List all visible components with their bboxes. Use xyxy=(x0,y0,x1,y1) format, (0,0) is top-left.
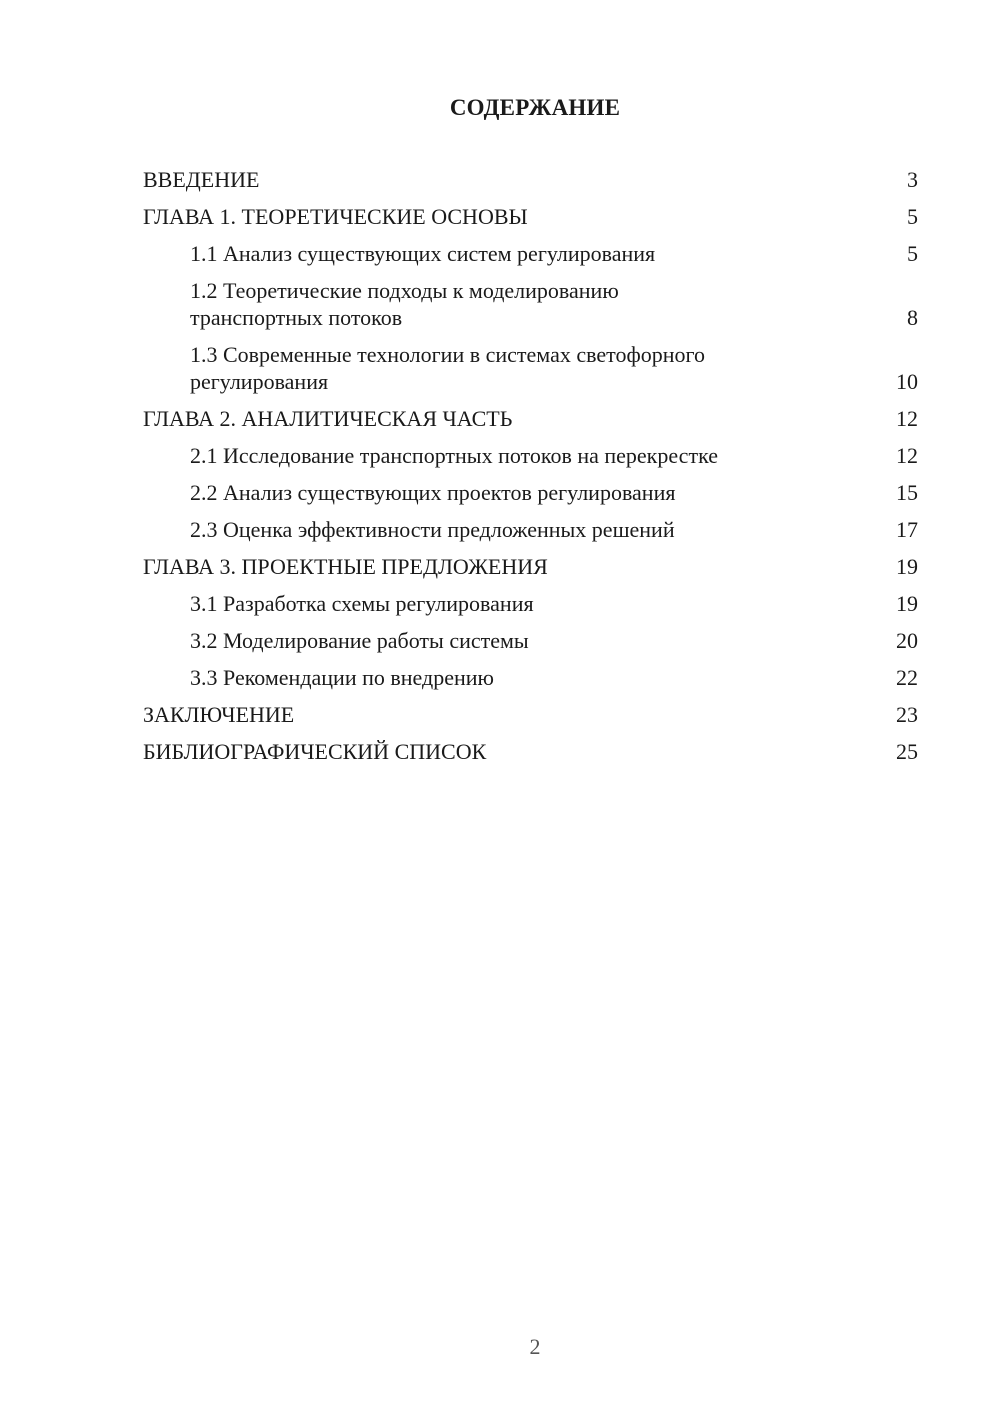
table-of-contents xyxy=(143,166,918,775)
toc-entry[interactable] xyxy=(143,590,918,617)
toc-entry-page: 5 xyxy=(907,241,918,266)
toc-entry[interactable] xyxy=(143,341,918,395)
toc-entry-page: 19 xyxy=(896,554,918,579)
toc-entry-text: 1.1 Анализ существующих систем регулирования xyxy=(190,241,656,266)
toc-entry-page: 5 xyxy=(907,204,918,229)
toc-entry[interactable] xyxy=(143,627,918,654)
toc-entry-text: 1.2 Теоретические подходы к моделированию транспортных потоков xyxy=(190,278,619,330)
toc-entry[interactable] xyxy=(143,664,918,691)
toc-title: СОДЕРЖАНИЕ xyxy=(449,95,621,120)
toc-entry-text: 2.3 Оценка эффективности предложенных решений xyxy=(190,517,675,542)
toc-entry[interactable] xyxy=(143,479,918,506)
toc-entry[interactable] xyxy=(143,240,918,267)
toc-entry-page: 10 xyxy=(896,369,918,394)
toc-entry-page: 3 xyxy=(907,167,918,192)
toc-entry[interactable] xyxy=(143,166,918,193)
toc-entry-text: ЗАКЛЮЧЕНИЕ xyxy=(143,702,295,727)
toc-entry-text: 2.1 Исследование транспортных потоков на перекрестке xyxy=(190,443,718,468)
page-number: 2 xyxy=(529,1334,541,1359)
toc-entry-text: ГЛАВА 1. ТЕОРЕТИЧЕСКИЕ ОСНОВЫ xyxy=(143,204,528,229)
toc-entry[interactable] xyxy=(143,738,918,765)
toc-entry-page: 22 xyxy=(896,665,918,690)
toc-entry-page: 15 xyxy=(896,480,918,505)
toc-entry-page: 23 xyxy=(896,702,918,727)
toc-entry-page: 25 xyxy=(896,739,918,764)
toc-entry-page: 12 xyxy=(896,406,918,431)
toc-entry-text: ВВЕДЕНИЕ xyxy=(143,167,260,192)
toc-entry-text: ГЛАВА 3. ПРОЕКТНЫЕ ПРЕДЛОЖЕНИЯ xyxy=(143,554,548,579)
toc-entry-text: 3.3 Рекомендации по внедрению xyxy=(190,665,494,690)
toc-entry-text: ГЛАВА 2. АНАЛИТИЧЕСКАЯ ЧАСТЬ xyxy=(143,406,513,431)
toc-entry[interactable] xyxy=(143,277,918,331)
toc-entry[interactable] xyxy=(143,516,918,543)
toc-entry[interactable] xyxy=(143,405,918,432)
toc-entry[interactable] xyxy=(143,203,918,230)
toc-entry-text: 3.1 Разработка схемы регулирования xyxy=(190,591,534,616)
toc-entry-page: 12 xyxy=(896,443,918,468)
toc-entry[interactable] xyxy=(143,701,918,728)
toc-entry-page: 20 xyxy=(896,628,918,653)
toc-entry-page: 8 xyxy=(907,305,918,330)
toc-entry[interactable] xyxy=(143,442,918,469)
toc-entry-text: 3.2 Моделирование работы системы xyxy=(190,628,529,653)
toc-entry-page: 19 xyxy=(896,591,918,616)
toc-entry[interactable] xyxy=(143,553,918,580)
toc-entry-text: 2.2 Анализ существующих проектов регулирования xyxy=(190,480,676,505)
toc-entry-text: 1.3 Современные технологии в системах светофорного регулирования xyxy=(190,342,705,394)
toc-entry-text: БИБЛИОГРАФИЧЕСКИЙ СПИСОК xyxy=(143,739,487,764)
toc-entry-page: 17 xyxy=(896,517,918,542)
